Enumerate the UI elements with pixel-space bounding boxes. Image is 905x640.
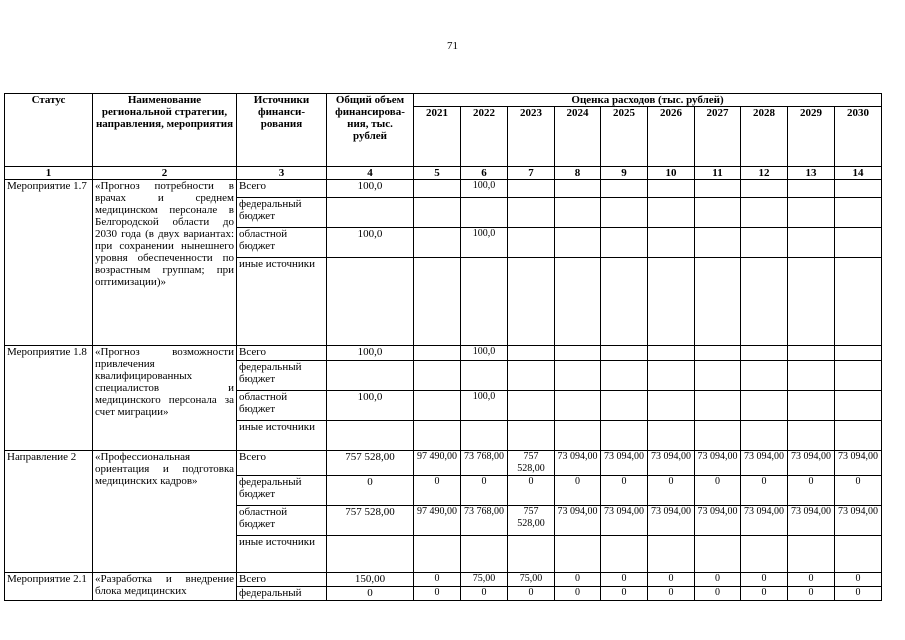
year-value-cell (648, 421, 695, 451)
year-value-cell: 0 (414, 587, 461, 601)
year-value-cell: 757 528,00 (508, 506, 555, 536)
header-year: 2025 (601, 107, 648, 167)
year-value-cell (695, 198, 741, 228)
year-value-cell (508, 421, 555, 451)
year-value-cell (741, 258, 788, 346)
header-estimate: Оценка расходов (тыс. рублей) (414, 94, 882, 107)
source-cell: Всего (237, 346, 327, 361)
year-value-cell (648, 180, 695, 198)
year-value-cell: 0 (555, 476, 601, 506)
year-value-cell: 0 (461, 587, 508, 601)
year-value-cell (555, 180, 601, 198)
year-value-cell (414, 258, 461, 346)
year-value-cell (414, 361, 461, 391)
year-value-cell: 73 094,00 (741, 451, 788, 476)
year-value-cell: 73 094,00 (788, 506, 835, 536)
year-value-cell (508, 361, 555, 391)
year-value-cell: 0 (695, 587, 741, 601)
header-year: 2023 (508, 107, 555, 167)
year-value-cell (555, 536, 601, 573)
year-value-cell (414, 391, 461, 421)
source-cell: областной бюджет (237, 506, 327, 536)
total-cell (327, 198, 414, 228)
year-value-cell: 0 (461, 476, 508, 506)
year-value-cell: 73 094,00 (835, 506, 882, 536)
year-value-cell: 75,00 (461, 573, 508, 587)
column-number: 3 (237, 167, 327, 180)
year-value-cell: 0 (508, 476, 555, 506)
year-value-cell (835, 391, 882, 421)
year-value-cell (508, 391, 555, 421)
header-year: 2024 (555, 107, 601, 167)
year-value-cell: 100,0 (461, 391, 508, 421)
year-value-cell (835, 258, 882, 346)
year-value-cell (601, 536, 648, 573)
year-value-cell (741, 421, 788, 451)
year-value-cell (601, 391, 648, 421)
year-value-cell (648, 391, 695, 421)
header-year: 2030 (835, 107, 882, 167)
year-value-cell: 100,0 (461, 228, 508, 258)
year-value-cell: 0 (555, 587, 601, 601)
column-number: 6 (461, 167, 508, 180)
column-number: 10 (648, 167, 695, 180)
year-value-cell (695, 258, 741, 346)
total-cell: 100,0 (327, 346, 414, 361)
total-cell: 100,0 (327, 180, 414, 198)
year-value-cell: 0 (695, 573, 741, 587)
page-number: 71 (447, 40, 458, 52)
header-total: Общий объем финансирова-ния, тыс. рублей (327, 94, 414, 167)
column-number: 9 (601, 167, 648, 180)
year-value-cell (508, 180, 555, 198)
year-value-cell (788, 228, 835, 258)
header-year: 2027 (695, 107, 741, 167)
year-value-cell (555, 228, 601, 258)
column-number: 2 (93, 167, 237, 180)
year-value-cell: 73 768,00 (461, 451, 508, 476)
year-value-cell: 75,00 (508, 573, 555, 587)
year-value-cell: 0 (414, 573, 461, 587)
total-cell: 150,00 (327, 573, 414, 587)
column-number: 11 (695, 167, 741, 180)
year-value-cell: 0 (741, 476, 788, 506)
source-cell: областной бюджет (237, 228, 327, 258)
year-value-cell (555, 421, 601, 451)
year-value-cell: 73 094,00 (648, 451, 695, 476)
total-cell: 0 (327, 476, 414, 506)
column-number: 4 (327, 167, 414, 180)
year-value-cell: 73 094,00 (601, 506, 648, 536)
year-value-cell (695, 421, 741, 451)
year-value-cell (648, 198, 695, 228)
year-value-cell (695, 228, 741, 258)
header-name: Наименование региональной стратегии, направления, мероприятия (93, 94, 237, 167)
year-value-cell (648, 258, 695, 346)
header-year: 2022 (461, 107, 508, 167)
column-number: 1 (5, 167, 93, 180)
year-value-cell (601, 258, 648, 346)
total-cell: 100,0 (327, 391, 414, 421)
year-value-cell: 73 094,00 (555, 506, 601, 536)
source-cell: областной бюджет (237, 391, 327, 421)
year-value-cell (414, 421, 461, 451)
year-value-cell: 757 528,00 (508, 451, 555, 476)
year-value-cell (695, 536, 741, 573)
column-number: 12 (741, 167, 788, 180)
header-status: Статус (5, 94, 93, 167)
year-value-cell: 0 (788, 587, 835, 601)
source-cell: федеральный бюджет (237, 361, 327, 391)
year-value-cell (508, 536, 555, 573)
year-value-cell (555, 198, 601, 228)
measure-name-cell: «Разработка и внедрение блока медицинских (93, 573, 237, 601)
year-value-cell (601, 228, 648, 258)
table-body (5, 180, 882, 601)
year-value-cell: 0 (555, 573, 601, 587)
year-value-cell (741, 361, 788, 391)
total-cell (327, 361, 414, 391)
year-value-cell (508, 258, 555, 346)
year-value-cell (788, 198, 835, 228)
year-value-cell: 0 (648, 476, 695, 506)
year-value-cell: 0 (835, 573, 882, 587)
year-value-cell (414, 198, 461, 228)
table-row (5, 346, 882, 361)
year-value-cell (555, 346, 601, 361)
year-value-cell: 0 (601, 573, 648, 587)
year-value-cell: 73 094,00 (741, 506, 788, 536)
source-cell: федеральный бюджет (237, 476, 327, 506)
year-value-cell (788, 421, 835, 451)
year-value-cell (648, 361, 695, 391)
year-value-cell: 0 (788, 573, 835, 587)
year-value-cell: 73 094,00 (835, 451, 882, 476)
year-value-cell: 0 (788, 476, 835, 506)
year-value-cell: 0 (601, 476, 648, 506)
year-value-cell (461, 536, 508, 573)
year-value-cell: 0 (835, 587, 882, 601)
year-value-cell (741, 228, 788, 258)
year-value-cell: 73 094,00 (648, 506, 695, 536)
year-value-cell (741, 198, 788, 228)
source-cell: иные источники (237, 258, 327, 346)
total-cell: 757 528,00 (327, 506, 414, 536)
column-number: 14 (835, 167, 882, 180)
year-value-cell (508, 198, 555, 228)
year-value-cell (788, 346, 835, 361)
total-cell (327, 421, 414, 451)
year-value-cell (414, 228, 461, 258)
year-value-cell: 0 (835, 476, 882, 506)
year-value-cell: 0 (695, 476, 741, 506)
status-cell: Мероприятие 1.8 (5, 346, 93, 451)
total-cell: 757 528,00 (327, 451, 414, 476)
status-cell: Мероприятие 2.1 (5, 573, 93, 601)
source-cell: федеральный бюджет (237, 198, 327, 228)
year-value-cell (555, 258, 601, 346)
year-value-cell (601, 346, 648, 361)
column-number: 13 (788, 167, 835, 180)
year-value-cell (835, 421, 882, 451)
year-value-cell (835, 536, 882, 573)
year-value-cell: 100,0 (461, 180, 508, 198)
measure-name-cell: «Прогноз возможности привлечения квалифицированных специалистов и медицинского персонала за счет миграции» (93, 346, 237, 451)
expenditure-table (4, 93, 882, 601)
header-year: 2021 (414, 107, 461, 167)
year-value-cell: 73 094,00 (601, 451, 648, 476)
total-cell: 100,0 (327, 228, 414, 258)
source-cell: иные источники (237, 536, 327, 573)
header-year: 2028 (741, 107, 788, 167)
total-cell (327, 258, 414, 346)
year-value-cell (835, 198, 882, 228)
total-cell: 0 (327, 587, 414, 601)
year-value-cell (695, 391, 741, 421)
year-value-cell (508, 228, 555, 258)
source-cell: Всего (237, 573, 327, 587)
year-value-cell: 97 490,00 (414, 451, 461, 476)
column-number-row (5, 167, 882, 180)
source-cell: федеральный (237, 587, 327, 601)
year-value-cell (555, 391, 601, 421)
year-value-cell (461, 258, 508, 346)
year-value-cell (601, 198, 648, 228)
year-value-cell (788, 258, 835, 346)
year-value-cell (741, 536, 788, 573)
year-value-cell: 100,0 (461, 346, 508, 361)
year-value-cell (741, 346, 788, 361)
year-value-cell: 0 (648, 573, 695, 587)
year-value-cell: 73 094,00 (695, 451, 741, 476)
year-value-cell (695, 346, 741, 361)
year-value-cell (648, 536, 695, 573)
year-value-cell (648, 346, 695, 361)
year-value-cell (695, 361, 741, 391)
year-value-cell: 0 (601, 587, 648, 601)
year-value-cell (414, 536, 461, 573)
measure-name-cell: «Профессиональная ориентация и подготовка медицинских кадров» (93, 451, 237, 573)
year-value-cell (788, 391, 835, 421)
header-year: 2029 (788, 107, 835, 167)
table-row (5, 180, 882, 198)
year-value-cell (741, 180, 788, 198)
year-value-cell: 73 768,00 (461, 506, 508, 536)
column-number: 5 (414, 167, 461, 180)
year-value-cell (788, 180, 835, 198)
source-cell: Всего (237, 451, 327, 476)
year-value-cell: 0 (741, 573, 788, 587)
year-value-cell (835, 228, 882, 258)
year-value-cell (508, 346, 555, 361)
year-value-cell (414, 346, 461, 361)
status-cell: Мероприятие 1.7 (5, 180, 93, 346)
year-value-cell: 0 (508, 587, 555, 601)
year-value-cell (835, 346, 882, 361)
year-value-cell (835, 361, 882, 391)
table-row (5, 451, 882, 476)
header-sources: Источники финанси-рования (237, 94, 327, 167)
year-value-cell (788, 536, 835, 573)
year-value-cell (555, 361, 601, 391)
header-year: 2026 (648, 107, 695, 167)
column-number: 8 (555, 167, 601, 180)
year-value-cell: 97 490,00 (414, 506, 461, 536)
year-value-cell (788, 361, 835, 391)
year-value-cell: 0 (414, 476, 461, 506)
year-value-cell (601, 180, 648, 198)
year-value-cell: 73 094,00 (695, 506, 741, 536)
year-value-cell (414, 180, 461, 198)
table-row (5, 573, 882, 587)
year-value-cell (648, 228, 695, 258)
year-value-cell: 0 (648, 587, 695, 601)
year-value-cell (835, 180, 882, 198)
year-value-cell (741, 391, 788, 421)
year-value-cell (601, 421, 648, 451)
source-cell: иные источники (237, 421, 327, 451)
year-value-cell (601, 361, 648, 391)
status-cell: Направление 2 (5, 451, 93, 573)
total-cell (327, 536, 414, 573)
year-value-cell (461, 361, 508, 391)
source-cell: Всего (237, 180, 327, 198)
column-number: 7 (508, 167, 555, 180)
year-value-cell: 73 094,00 (555, 451, 601, 476)
year-value-cell (461, 421, 508, 451)
year-value-cell: 73 094,00 (788, 451, 835, 476)
year-value-cell (461, 198, 508, 228)
year-value-cell: 0 (741, 587, 788, 601)
measure-name-cell: «Прогноз потребности в врачах и среднем медицинском персонале в Белгородской области до 2030 года (в двух вариантах: при сохранении нынешнего уровня обеспеченности по возрастным группам; при оптимизации)» (93, 180, 237, 346)
year-value-cell (695, 180, 741, 198)
